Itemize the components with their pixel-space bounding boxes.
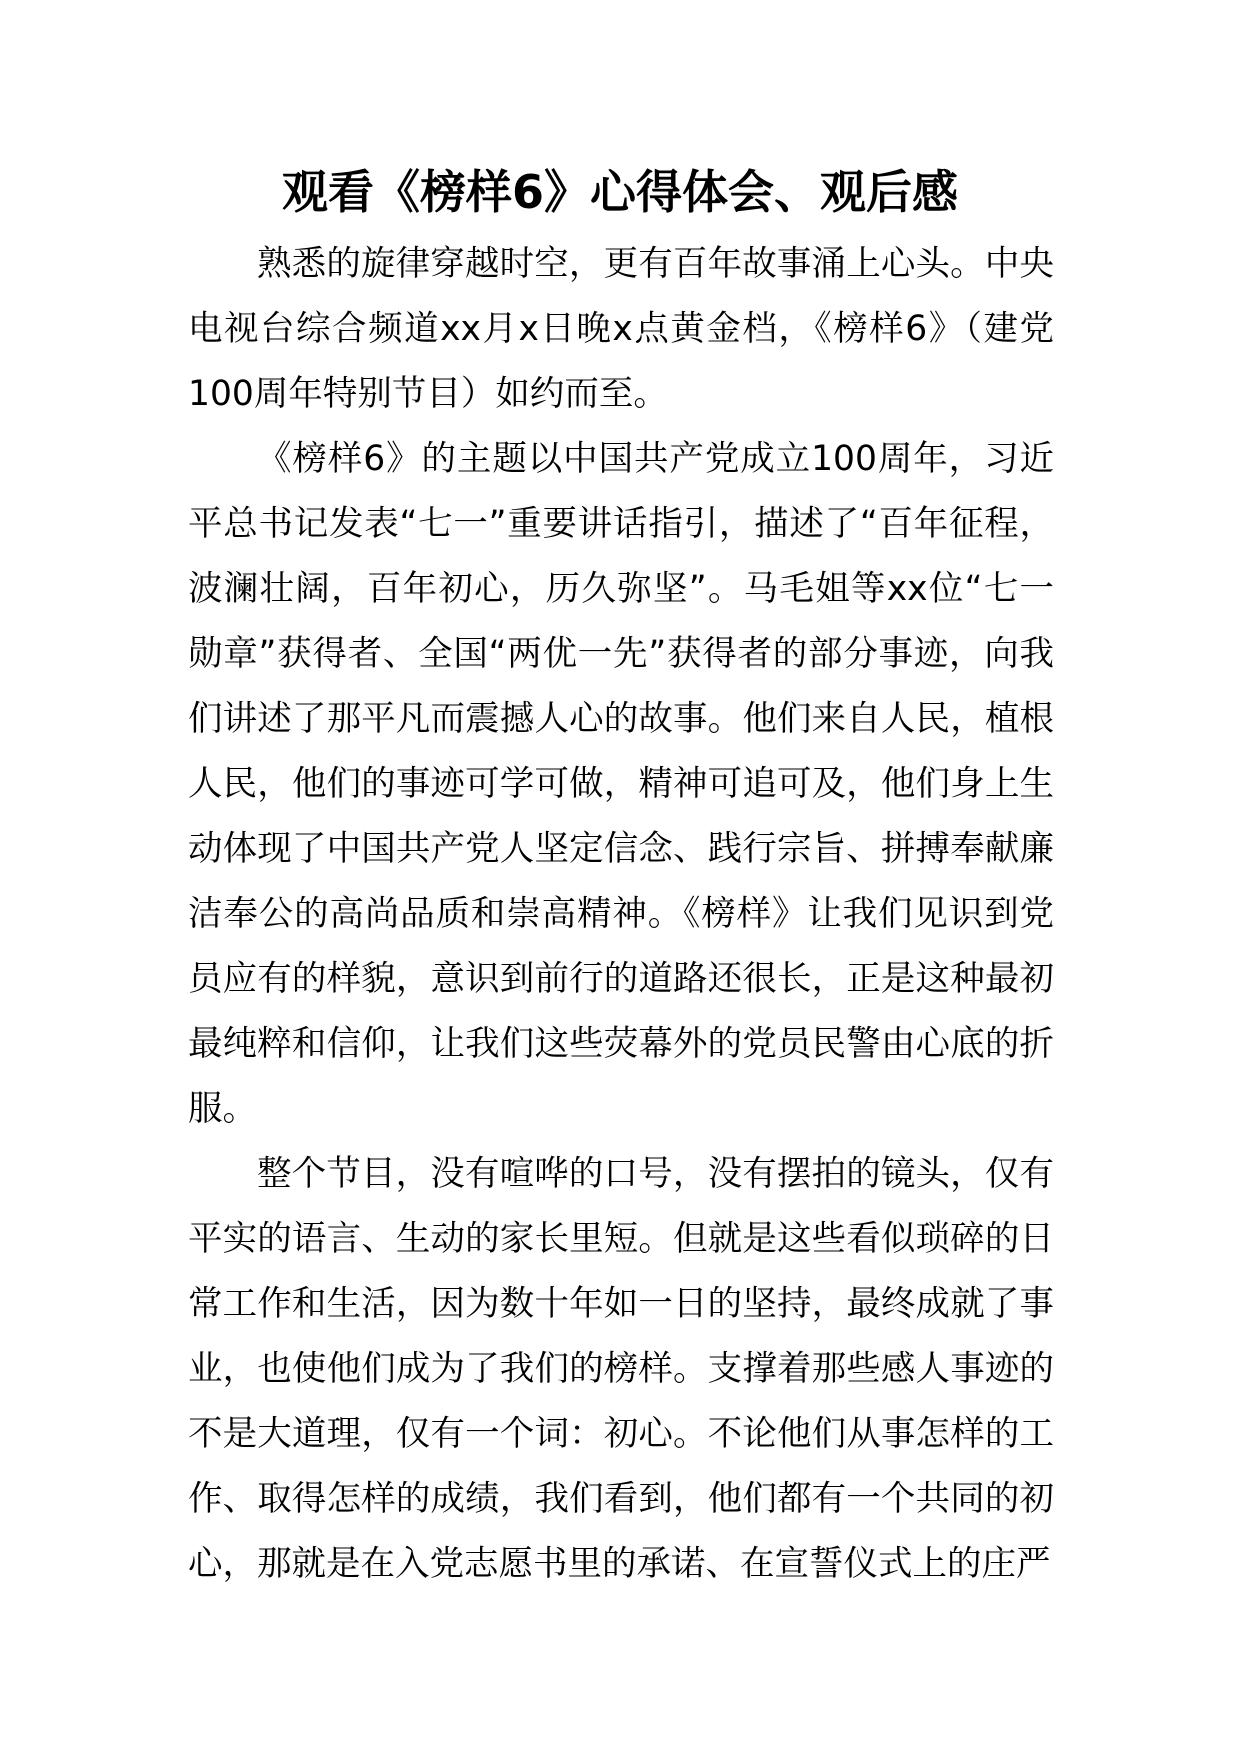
document-title: 观看《榜样6》心得体会、观后感 [281, 165, 958, 219]
paragraph-1: 熟悉的旋律穿越时空，更有百年故事涌上心头。中央电视台综合频道xx月x日晚x点黄金档，《榜样6》（建党100周年特别节目）如约而至。 [188, 244, 1054, 414]
paragraph-3: 整个节目，没有喧哗的口号，没有摆拍的镜头，仅有平实的语言、生动的家长里短。但就是这些看似琐碎的日常工作和生活，因为数十年如一日的坚持，最终成就了事业，也使他们成为了我们的榜样。支撑着那些感人事迹的不是大道理，仅有一个词：初心。不论他们从事怎样的工作、取得怎样的成绩，我们看到，他们都有一个共同的初心，那就是在入党志愿书里的承诺、在宣誓仪式上的庄严 [188, 1154, 1054, 1584]
paragraph-2: 《榜样6》的主题以中国共产党成立100周年，习近平总书记发表“七一”重要讲话指引，描述了“百年征程，波澜壮阔，百年初心，历久弥坚”。马毛姐等xx位“七一勋章”获得者、全国“两优一先”获得者的部分事迹，向我们讲述了那平凡而震撼人心的故事。他们来自人民，植根人民，他们的事迹可学可做，精神可追可及，他们身上生动体现了中国共产党人坚定信念、践行宗旨、拼搏奉献廉洁奉公的高尚品质和崇高精神。《榜样》让我们见识到党员应有的样貌，意识到前行的道路还很长，正是这种最初最纯粹和信仰，让我们这些荧幕外的党员民警由心底的折服。 [188, 439, 1054, 1129]
document-body [188, 232, 1054, 1597]
